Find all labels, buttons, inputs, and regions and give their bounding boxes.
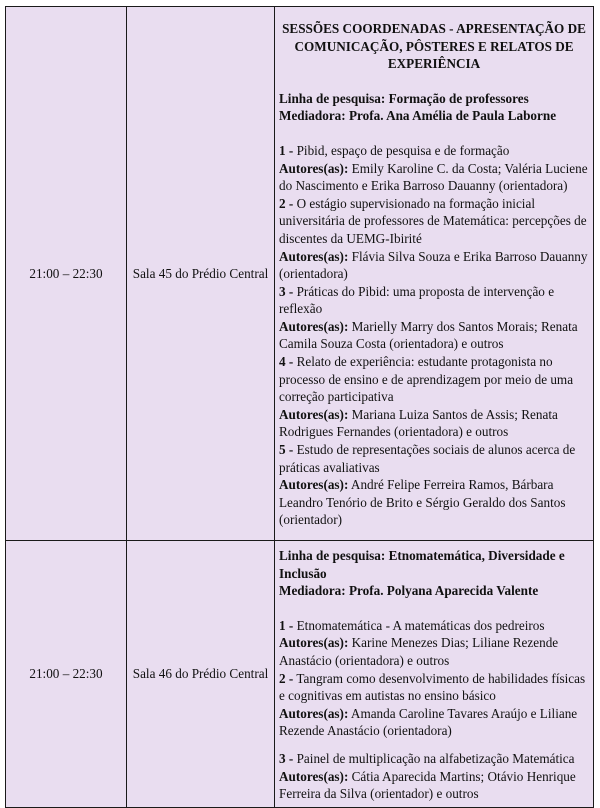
session-room: Sala 45 do Prédio Central [127, 7, 275, 541]
list-item: 2 - O estágio supervisionado na formação inicial universitária de professores de Matemática: percepções de discentes da UEMG-Ibirité [279, 195, 587, 246]
list-item: 2 - Tangram como desenvolvimento de habilidades físicas e cognitivas em autistas no ensino básico [279, 670, 586, 704]
list-item: 1 - Pibid, espaço de pesquisa e de formação [279, 142, 510, 158]
session-room: Sala 46 do Prédio Central [127, 541, 275, 808]
list-item: 4 - Relato de experiência: estudante protagonista no processo de ensino e de aprendizagem por meio de uma correção participativa [279, 354, 574, 405]
list-item-authors: Autores(as): André Felipe Ferreira Ramos, Bárbara Leandro Tenório de Brito e Sérgio Geraldo dos Santos (orientador) [279, 477, 566, 528]
session-time: 21:00 – 22:30 [6, 541, 127, 808]
list-item-authors: Autores(as): Marielly Marry dos Santos Morais; Renata Camila Souza Costa (orientadora) e outros [279, 318, 578, 352]
session-row [6, 7, 594, 541]
schedule-table [5, 6, 594, 808]
research-line: Linha de pesquisa: Etnomatemática, Diversidade e Inclusão [279, 548, 565, 581]
mediator: Mediadora: Profa. Polyana Aparecida Valente [279, 583, 539, 599]
list-item-authors: Autores(as): Karine Menezes Dias; Liliane Rezende Anastácio (orientadora) e outros [279, 635, 559, 668]
research-line: Linha de pesquisa: Formação de professores [279, 90, 529, 106]
list-item-authors: Autores(as): Amanda Caroline Tavares Araújo e Liliane Rezende Anastácio (orientadora) [279, 705, 578, 739]
list-item: 1 - Etnomatemática - A matemáticas dos pedreiros [279, 617, 545, 633]
list-item: 3 - Painel de multiplicação na alfabetização Matemática [279, 750, 575, 766]
list-item: 3 - Práticas do Pibid: uma proposta de intervenção e reflexão [279, 283, 555, 317]
list-item-authors: Autores(as): Cátia Aparecida Martins; Otávio Henrique Ferreira da Silva (orientador) e outros [279, 768, 576, 802]
section-title: SESSÕES COORDENADAS - APRESENTAÇÃO DE COMUNICAÇÃO, PÔSTERES E RELATOS DE EXPERIÊNCIA [282, 20, 586, 72]
session-content [275, 7, 594, 541]
session-time: 21:00 – 22:30 [6, 7, 127, 541]
session-row [6, 541, 594, 808]
session-content [275, 541, 594, 808]
mediator: Mediadora: Profa. Ana Amélia de Paula Laborne [279, 108, 557, 124]
list-item: 5 - Estudo de representações sociais de alunos acerca de práticas avaliativas [279, 442, 576, 475]
list-item-authors: Autores(as): Emily Karoline C. da Costa; Valéria Luciene do Nascimento e Erika Barroso Dauanny (orientadora) [279, 160, 588, 194]
list-item-authors: Autores(as): Mariana Luiza Santos de Assis; Renata Rodrigues Fernandes (orientadora) e outros [279, 406, 558, 440]
list-item-authors: Autores(as): Flávia Silva Souza e Erika Barroso Dauanny (orientadora) [279, 248, 588, 282]
